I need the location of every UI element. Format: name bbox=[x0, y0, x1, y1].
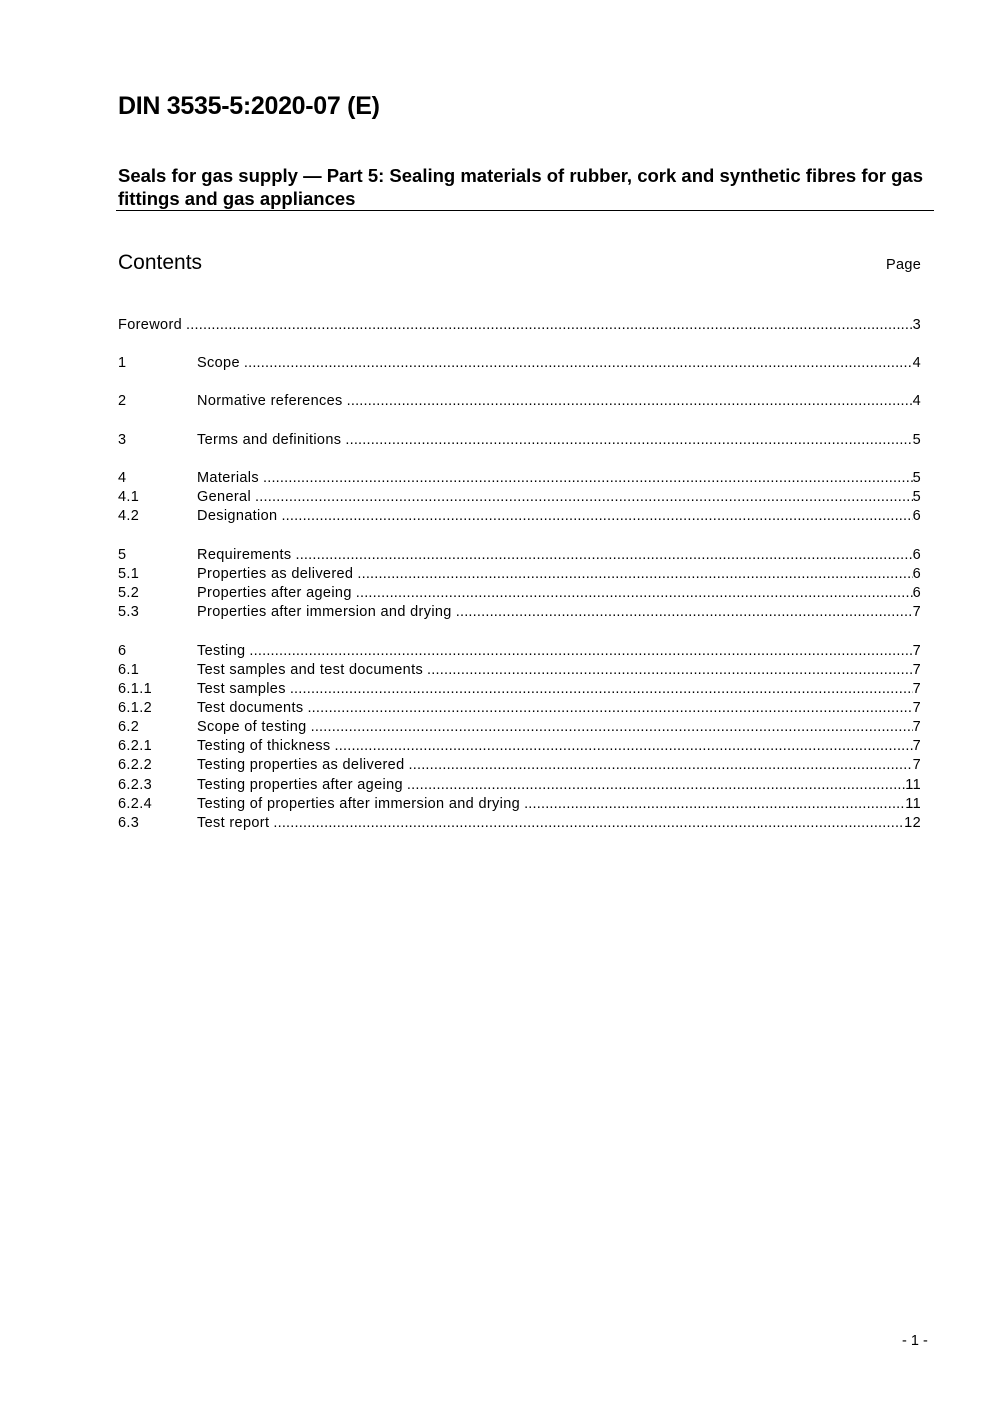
toc-entry-label: Testing properties as delivered bbox=[197, 757, 405, 773]
toc-entry-number: 6.2 bbox=[118, 719, 140, 735]
toc-entry-label: Testing of thickness bbox=[197, 738, 331, 754]
toc-dot-leader bbox=[335, 737, 913, 756]
toc-entry[interactable] bbox=[118, 756, 921, 775]
toc-entry-page: 6 bbox=[912, 566, 921, 582]
toc-entry-page: 7 bbox=[912, 700, 921, 716]
toc-entry-page: 5 bbox=[912, 489, 921, 505]
page-number: - 1 - bbox=[902, 1333, 928, 1349]
toc-entry-page: 12 bbox=[904, 815, 921, 831]
toc-entry[interactable] bbox=[118, 354, 921, 373]
toc-entry-page: 11 bbox=[905, 796, 921, 812]
document-id: DIN 3535-5:2020-07 (E) bbox=[118, 92, 380, 120]
toc-dot-leader bbox=[347, 392, 913, 411]
toc-dot-leader bbox=[273, 814, 904, 833]
toc-entry-label: Terms and definitions bbox=[197, 432, 342, 448]
toc-entry-page: 7 bbox=[912, 757, 921, 773]
toc-entry-page: 5 bbox=[912, 470, 921, 486]
contents-heading: Contents bbox=[118, 251, 203, 274]
toc-entry[interactable] bbox=[118, 565, 921, 584]
toc-entry[interactable] bbox=[118, 661, 921, 680]
toc-dot-leader bbox=[255, 488, 913, 507]
toc-dot-leader bbox=[524, 795, 905, 814]
toc-entry-label: Test samples bbox=[197, 681, 286, 697]
toc-entry-label: Test documents bbox=[197, 700, 304, 716]
toc-entry-label: Testing of properties after immersion and drying bbox=[197, 796, 521, 812]
toc-entry-label: Materials bbox=[197, 470, 259, 486]
title-underline bbox=[116, 210, 934, 211]
toc-entry[interactable] bbox=[118, 469, 921, 488]
toc-entry-number: 5 bbox=[118, 547, 127, 563]
toc-entry-label: Testing bbox=[197, 643, 246, 659]
toc-entry-number: 5.1 bbox=[118, 566, 140, 582]
toc-entry-page: 6 bbox=[912, 508, 921, 524]
toc-entry-label: Scope of testing bbox=[197, 719, 307, 735]
toc-entry-number: 6.3 bbox=[118, 815, 140, 831]
toc-entry-number: 6.1 bbox=[118, 662, 140, 678]
toc-entry-foreword[interactable] bbox=[118, 316, 921, 335]
toc-entry-page: 6 bbox=[912, 585, 921, 601]
toc-entry[interactable] bbox=[118, 392, 921, 411]
toc-entry-page: 3 bbox=[912, 317, 921, 333]
toc-entry-label: Testing properties after ageing bbox=[197, 777, 403, 793]
toc-dot-leader bbox=[407, 776, 905, 795]
toc-dot-leader bbox=[244, 354, 913, 373]
toc-entry-page: 7 bbox=[912, 719, 921, 735]
toc-entry[interactable] bbox=[118, 814, 921, 833]
toc-entry[interactable] bbox=[118, 642, 921, 661]
toc-entry-number: 5.3 bbox=[118, 604, 140, 620]
toc-dot-leader bbox=[311, 718, 913, 737]
toc-entry-number: 5.2 bbox=[118, 585, 140, 601]
toc-dot-leader bbox=[409, 756, 913, 775]
toc-entry[interactable] bbox=[118, 584, 921, 603]
toc-entry-number: 6.1.2 bbox=[118, 700, 152, 716]
toc-dot-leader bbox=[357, 565, 912, 584]
toc-entry-page: 5 bbox=[912, 432, 921, 448]
toc-entry-page: 7 bbox=[912, 662, 921, 678]
toc-entry-number: 1 bbox=[118, 355, 127, 371]
toc-entry-number: 2 bbox=[118, 393, 127, 409]
toc-entry[interactable] bbox=[118, 718, 921, 737]
toc-entry-page: 6 bbox=[912, 547, 921, 563]
toc-entry[interactable] bbox=[118, 680, 921, 699]
toc-entry-number: 6 bbox=[118, 643, 127, 659]
toc-entry-page: 7 bbox=[912, 681, 921, 697]
toc-entry-number: 6.2.2 bbox=[118, 757, 152, 773]
toc-entry-label: Scope bbox=[197, 355, 240, 371]
toc-entry-label: Test report bbox=[197, 815, 270, 831]
toc-entry[interactable] bbox=[118, 795, 921, 814]
toc-entry-label: Requirements bbox=[197, 547, 292, 563]
toc-dot-leader bbox=[345, 431, 912, 450]
toc-entry-number: 4.2 bbox=[118, 508, 140, 524]
toc-entry-page: 11 bbox=[905, 777, 921, 793]
document-title: Seals for gas supply — Part 5: Sealing materials of rubber, cork and synthetic fibres for gas fittings and gas appliances bbox=[118, 165, 923, 209]
toc-entry[interactable] bbox=[118, 603, 921, 622]
toc-entry-number: 4 bbox=[118, 470, 127, 486]
toc-entry-label: General bbox=[197, 489, 252, 505]
toc-entry-label: Properties as delivered bbox=[197, 566, 354, 582]
toc-entry[interactable] bbox=[118, 737, 921, 756]
toc-entry-number: 6.2.3 bbox=[118, 777, 152, 793]
page-column-heading: Page bbox=[886, 257, 922, 273]
toc-entry[interactable] bbox=[118, 488, 921, 507]
toc-entry-label: Designation bbox=[197, 508, 278, 524]
toc-entry[interactable] bbox=[118, 699, 921, 718]
toc-entry-number: 6.2.4 bbox=[118, 796, 152, 812]
toc-dot-leader bbox=[356, 584, 913, 603]
toc-dot-leader bbox=[290, 680, 913, 699]
toc-entry[interactable] bbox=[118, 776, 921, 795]
toc-dot-leader bbox=[307, 699, 912, 718]
toc-entry-label: Properties after immersion and drying bbox=[197, 604, 452, 620]
toc-dot-leader bbox=[295, 546, 912, 565]
toc-entry-label: Foreword bbox=[118, 317, 183, 333]
toc-dot-leader bbox=[281, 507, 912, 526]
toc-entry-number: 6.1.1 bbox=[118, 681, 152, 697]
toc-entry-page: 4 bbox=[912, 355, 921, 371]
toc-entry[interactable] bbox=[118, 431, 921, 450]
toc-dot-leader bbox=[249, 642, 912, 661]
toc-entry-page: 7 bbox=[912, 643, 921, 659]
toc-dot-leader bbox=[186, 316, 913, 335]
toc-entry-number: 6.2.1 bbox=[118, 738, 152, 754]
toc-entry-number: 3 bbox=[118, 432, 127, 448]
toc-dot-leader bbox=[427, 661, 913, 680]
toc-entry-label: Normative references bbox=[197, 393, 343, 409]
toc-entry-number: 4.1 bbox=[118, 489, 140, 505]
toc-dot-leader bbox=[456, 603, 913, 622]
toc-entry-page: 7 bbox=[912, 738, 921, 754]
toc-dot-leader bbox=[263, 469, 913, 488]
toc-entry[interactable] bbox=[118, 546, 921, 565]
toc-entry-label: Properties after ageing bbox=[197, 585, 352, 601]
toc-entry-label: Test samples and test documents bbox=[197, 662, 424, 678]
toc-entry[interactable] bbox=[118, 507, 921, 526]
toc-entry-page: 4 bbox=[912, 393, 921, 409]
toc-entry-page: 7 bbox=[912, 604, 921, 620]
